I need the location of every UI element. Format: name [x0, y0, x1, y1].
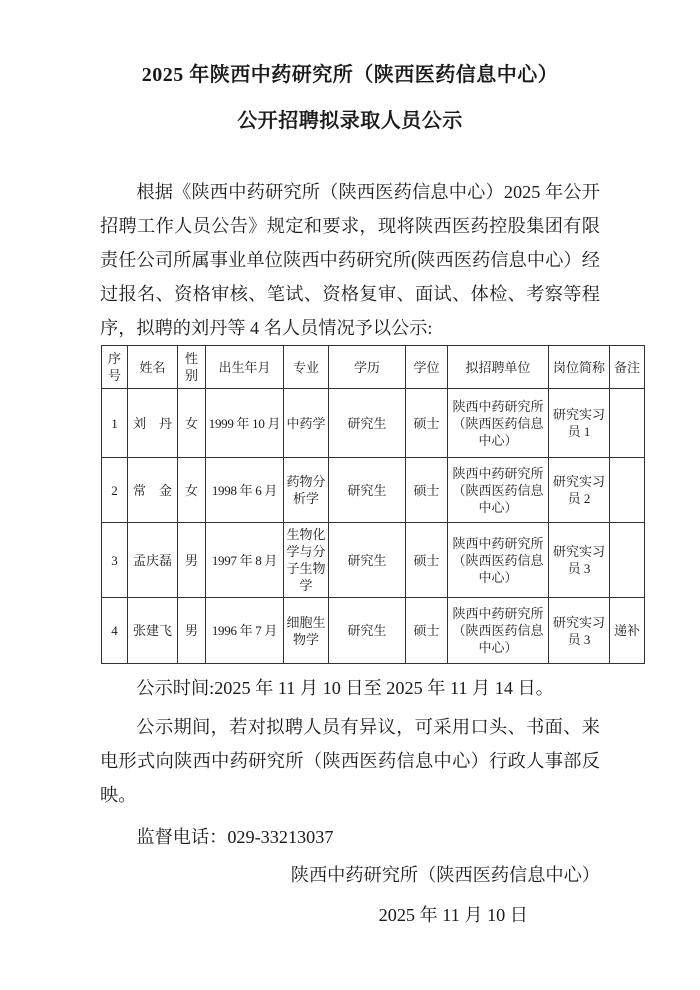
- document-title-line-1: 2025 年陕西中药研究所（陕西医药信息中心）: [141, 64, 559, 86]
- table-header-cell: 岗位简称: [549, 346, 610, 389]
- table-cell: 研究实习员 2: [549, 458, 610, 523]
- table-cell: 研究生: [329, 458, 406, 523]
- signature-date: 2025 年 11 月 10 日: [378, 905, 528, 925]
- table-cell: 1996 年 7 月: [206, 598, 284, 664]
- table-cell: 硕士: [406, 523, 448, 598]
- table-cell: 中药学: [284, 389, 329, 458]
- table-cell: 细胞生物学: [284, 598, 329, 664]
- objection-paragraph: 公示期间，若对拟聘人员有异议，可采用口头、书面、来电形式向陕西中药研究所（陕西医药信息中心）行政人事部反映。: [100, 717, 600, 805]
- table-cell: 2: [102, 458, 128, 523]
- document-title-line-2: 公开招聘拟录取人员公示: [237, 110, 463, 132]
- table-cell: 生物化学与分子生物学: [284, 523, 329, 598]
- table-cell: 刘 丹: [128, 389, 178, 458]
- supervision-phone: 监督电话：029-33213037: [136, 827, 334, 847]
- table-header-cell: 出生年月: [206, 346, 284, 389]
- table-row: [102, 523, 645, 598]
- table-cell: 陕西中药研究所（陕西医药信息中心）: [448, 523, 549, 598]
- table-cell: 孟庆磊: [128, 523, 178, 598]
- table-row: [102, 598, 645, 664]
- table-header-cell: 专业: [284, 346, 329, 389]
- table-cell: 陕西中药研究所（陕西医药信息中心）: [448, 458, 549, 523]
- table-cell: 研究生: [329, 523, 406, 598]
- table-cell: 研究实习员 3: [549, 523, 610, 598]
- table-cell: 女: [178, 389, 206, 458]
- signature: 陕西中药研究所（陕西医药信息中心）: [290, 865, 600, 885]
- intro-paragraph: 根据《陕西中药研究所（陕西医药信息中心）2025 年公开招聘工作人员公告》规定和要求，现将陕西医药控股集团有限责任公司所属事业单位陕西中药研究所(陕西医药信息中心）经过报名、资格审核、笔试、资格复审、面试、体检、考察等程序，拟聘的刘丹等 4 名人员情况予以公示:: [100, 182, 600, 338]
- table-header-cell: 拟招聘单位: [448, 346, 549, 389]
- table-cell: 男: [178, 598, 206, 664]
- table-cell: 硕士: [406, 389, 448, 458]
- table-cell: 研究实习员 1: [549, 389, 610, 458]
- table-cell: [610, 389, 645, 458]
- table-cell: 陕西中药研究所（陕西医药信息中心）: [448, 598, 549, 664]
- table-cell: 研究生: [329, 389, 406, 458]
- document-title: [40, 52, 660, 144]
- table-cell: 张建飞: [128, 598, 178, 664]
- table-cell: [610, 523, 645, 598]
- table-cell: 1997 年 8 月: [206, 523, 284, 598]
- table-cell: 女: [178, 458, 206, 523]
- table-cell: 1998 年 6 月: [206, 458, 284, 523]
- table-cell: 4: [102, 598, 128, 664]
- table-cell: 3: [102, 523, 128, 598]
- table-cell: 硕士: [406, 458, 448, 523]
- table-header-cell: 学历: [329, 346, 406, 389]
- table-cell: 1999 年 10 月: [206, 389, 284, 458]
- publicity-period: 公示时间:2025 年 11 月 10 日至 2025 年 11 月 14 日。: [136, 678, 554, 698]
- table-cell: 研究生: [329, 598, 406, 664]
- roster-table: [101, 345, 645, 664]
- table-header-cell: 学位: [406, 346, 448, 389]
- table-cell: 递补: [610, 598, 645, 664]
- table-header-cell: 性别: [178, 346, 206, 389]
- table-header-cell: 姓名: [128, 346, 178, 389]
- table-cell: 1: [102, 389, 128, 458]
- table-row: [102, 458, 645, 523]
- table-cell: 研究实习员 3: [549, 598, 610, 664]
- table-cell: [610, 458, 645, 523]
- table-cell: 硕士: [406, 598, 448, 664]
- roster-table-body: [102, 389, 645, 664]
- table-header-cell: 备注: [610, 346, 645, 389]
- table-cell: 男: [178, 523, 206, 598]
- table-cell: 药物分析学: [284, 458, 329, 523]
- table-header-cell: 序号: [102, 346, 128, 389]
- table-row: [102, 389, 645, 458]
- table-cell: 常 金: [128, 458, 178, 523]
- table-cell: 陕西中药研究所（陕西医药信息中心）: [448, 389, 549, 458]
- table-header-row: [102, 346, 645, 389]
- roster-table-head: [102, 346, 645, 389]
